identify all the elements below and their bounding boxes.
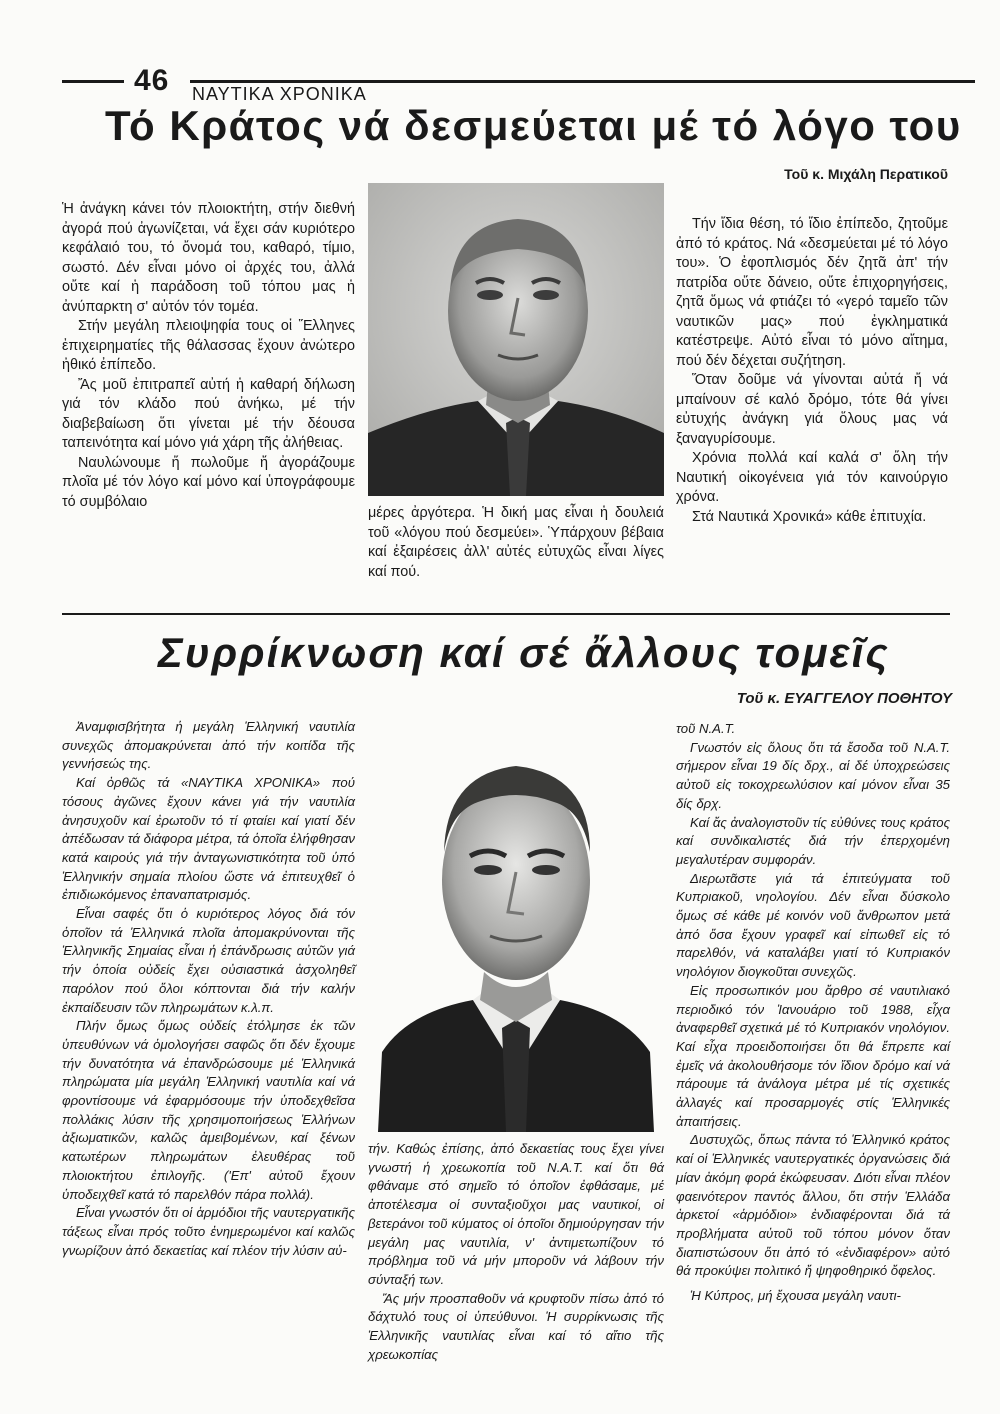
article2-title: Συρρίκνωση καί σέ ἄλλους τομεῖς: [158, 629, 890, 676]
header-rule-left: [62, 80, 124, 83]
article2-paragraph: Ἡ Κύπρος, μή ἔχουσα μεγάλη ναυτι-: [690, 1288, 901, 1304]
article2-column-1: [62, 718, 355, 1373]
article2-paragraph: Καί ὀρθῶς τά «ΝΑΥΤΙΚΑ ΧΡΟΝΙΚΑ» πού τόσους ἀγῶνες ἔχουν κάνει γιά τήν ναυτιλία ἀνησυχοῦν καί ἐρωτοῦν τό τί φταίει καί γιατί δέν ἀπέδωσαν τά διάφορα μέτρα, τά ὁποῖα ἐλήφθησαν κατά καιρούς γιά τήν ἀνταγωνιστικότητα τοῦ ὑπό Ἑλληνικήν σημαία πλοίου ὥστε νά ἐπιτευχθεῖ ὁ ἐπιδιωκόμενος ἐπαναπατρισμός.: [62, 775, 355, 903]
article2-paragraph: τοῦ Ν.Α.Τ.: [676, 721, 736, 736]
article2-paragraph: τήν. Καθώς ἐπίσης, ἀπό δεκαετίας τους ἔχει γίνει γνωστή ἡ χρεωκοπία τοῦ Ν.Α.Τ. καί ὅτι θά φθάναμε στό σημεῖο τό ὁποῖον ἐφθάσαμε, μέ ἀποτέλεσμα οἱ συνταξιοῦχοι μας ναυτικοί, οἱ βετεράνοι τοῦ κύματος οἱ ὁποῖοι δημιούργησαν τήν μεγάλη μας ναυτιλία, ν' ἀντιμετωπίζουν τό πρόβλημα τοῦ νά μήν μποροῦν νά λάβουν τήν σύνταξή των.: [368, 1141, 664, 1287]
article2-column-2: [368, 1140, 664, 1380]
article2-byline: Τοῦ κ. ΕΥΑΓΓΕΛΟΥ ΠΟΘΗΤΟΥ: [736, 690, 952, 707]
article2-paragraph: Εἶναι σαφές ὅτι ὁ κυριότερος λόγος διά τόν ὁποῖον τά Ἑλληνικά πλοῖα ἀπομακρύνονται τῆς Ἑλληνικῆς Σημαίας εἶναι ἡ ἐπάνδρωσις αὐτῶν γιά τήν ὁποία οὐδείς ἔχει οὐσιαστικά ἀσχοληθεῖ παρόλον πού ὅλοι κόπτονται διά τήν καλήν ἐκπαίδευσιν τῶν πληρωμάτων κ.λ.π.: [62, 906, 355, 1015]
article1-paragraph: μέρες ἀργότερα. Ἡ δική μας εἶναι ἡ δουλειά τοῦ «λόγου πού δεσμεύει». Ὑπάρχουν βέβαια καί ἐξαιρέσεις ἀλλ' αὐτές εὐτυχῶς εἶναι λίγες καί πού.: [368, 505, 664, 580]
article2-paragraph: Γνωστόν εἰς ὅλους ὅτι τά ἔσοδα τοῦ Ν.Α.Τ. σήμερον εἶναι 19 δίς δρχ., αἱ δέ ὑποχρεώσεις αὐτοῦ εἰς τοκοχρεωλύσιον καί μόνον εἶναι 35 δίς δρχ.: [676, 739, 950, 811]
article1-paragraph: Ἡ ἀνάγκη κάνει τόν πλοιοκτήτη, στήν διεθνή ἀγορά πού ἀγωνίζεται, νά ἔχει σάν κυριότερο κεφάλαιό του, τό ὄνομά του, καθαρό, τίμιο, σωστό. Δέν εἶναι μόνο οἱ ἀρχές του, ἀλλά οὔτε καί ἡ παράδοση τοῦ τόπου μας ἡ ἀνύπαρκτη σ' αὐτόν τόν τομέα.: [62, 201, 355, 315]
article2-paragraph: Εἶναι γνωστόν ὅτι οἱ ἁρμόδιοι τῆς ναυτεργατικῆς τάξεως εἶναι πρός τοῦτο ἐνημερωμένοι καί καλῶς γνωρίζουν ἀπό δεκαετίας καί πλέον τήν λύσιν αὐ-: [62, 1205, 355, 1258]
header-rule-right: [190, 80, 975, 83]
article1-paragraph: Ὅταν δοῦμε νά γίνονται αὐτά ἤ νά μπαίνουν σέ καλό δρόμο, τότε θά γίνει εὐτυχής ἀνάγκη γιά ὅλους μας νά ξαναγυρίσουμε.: [676, 372, 948, 447]
article1-portrait-photo: [368, 183, 664, 496]
article2-paragraph: Δυστυχῶς, ὅπως πάντα τό Ἑλληνικό κράτος καί οἱ Ἑλληνικές ναυτεργατικές ὀργανώσεις διά μίαν ἀκόμη φορά ἐκώφευσαν. Διότι εἶναι πλέον φαεινότερον παντός ἄλλου, ὅτι στήν Ἑλλάδα ἀρκετοί «ἁρμόδιοι» ἐνδιαφέρονται διά τά προβλήματα αὐτοῦ τοῦ τόπου μόνον ὅταν διαπιστώσουν ὅτι ἀπό τό «ἐνδιαφέρον» αὐτό θά προκύψει πολιτικό ἤ ψηφοθηρικό ὄφελος.: [676, 1132, 950, 1279]
article1-paragraph: Στά Ναυτικά Χρονικά» κάθε ἐπιτυχία.: [692, 508, 927, 525]
article1-byline: Τοῦ κ. Μιχάλη Περατικοῦ: [784, 166, 948, 182]
article1-paragraph: Στήν μεγάλη πλειοψηφία τους οἱ Ἕλληνες ἐπιχειρηματίες τῆς θάλασσας ἔχουν ἀνώτερο ἠθικό ἐπίπεδο.: [62, 318, 355, 373]
article2-paragraph: Ἄς μήν προσπαθοῦν νά κρυφτοῦν πίσω ἀπό τό δάχτυλό τους οἱ ὑπεύθυνοι. Ἡ συρρίκνωσις τῆς Ἑλληνικῆς ναυτιλίας εἶναι καί τό αἴτιο τῆς χρεωκοπίας: [368, 1290, 664, 1362]
article1-paragraph: Ἄς μοῦ ἐπιτραπεῖ αὐτή ἡ καθαρή δήλωση γιά τόν κλάδο πού ἀνήκω, μέ τήν διαβεβαίωση ὅτι γίνεται μέ τήν δέουσα ταπεινότητα καί μόνο γιά χάρη τῆς ἀλήθειας.: [62, 376, 355, 451]
article2-portrait-photo: [368, 722, 664, 1132]
article2-paragraph: Εἰς προσωπικόν μου ἄρθρο σέ ναυτιλιακό περιοδικό τόν Ἰανουάριο τοῦ 1988, εἶχα ἀναφερθεῖ σχετικά μέ τό Κυπριακόν νηολόγιον. Καί εἶχα προειδοποιήσει ὅτι θά ἔπρεπε καί ἐμεῖς νά ἀκολουθήσομε τόν ἴδιον δρόμο καί νά πάρουμε τά ἀνάλογα μέτρα μέ τίς σχετικές ἀλλαγές καί προσαρμογές στίς Ἑλληνικές ἀπαιτήσεις.: [676, 982, 950, 1129]
article1-paragraph: Τήν ἴδια θέση, τό ἴδιο ἐπίπεδο, ζητοῦμε ἀπό τό κράτος. Νά «δεσμεύεται μέ τό λόγο του». Ὁ ἐφοπλισμός δέν ζητᾶ ἀπ' τήν πατρίδα οὔτε δάνειο, οὔτε ἐπιχορηγήσεις, ζητᾶ ὅμως νά φτιάζει τό «γερό ταμεῖο τῶν ναυτικῶν μας» πού ἐγκληματικά κατέστρεψε. Αὐτό εἶναι τό μόνο αἴτημα, πού δέν δέχεται συζήτηση.: [676, 216, 948, 369]
portrait-photo: [368, 183, 664, 496]
article2-paragraph: Καί ἄς ἀναλογιστοῦν τίς εὐθύνες τους κράτος καί συνδικαλιστές διά τήν ἐπερχομένη μεγαλυτέραν συμφοράν.: [676, 814, 950, 867]
article1-column-3: [676, 215, 948, 605]
article1-paragraph: Χρόνια πολλά καί καλά σ' ὅλη τήν Ναυτική οἰκογένεια γιά τόν καινούργιο χρόνα.: [676, 450, 948, 505]
page-number: 46: [134, 64, 170, 97]
article2-paragraph: Πλήν ὅμως ὅμως οὐδείς ἐτόλμησε ἐκ τῶν ὑπευθύνων νά ὁμολογήσει σαφῶς ὅτι δέν ἔχουμε τήν δυνατότητα νά ἐπανδρώσουμε μέ Ἑλληνικά πληρώματα μία μεγάλη Ἑλληνική ναυτιλία καί νά φροντίσουμε νά ἐφαρμόσουμε τήν ὑποδεχθεῖσα πολλάκις λύσιν τῆς χρησιμοποιήσεως Ἑλλήνων ἀξιωματικῶν, καλῶς ἀμειβομένων, καί ξένων κατωτέρων πληρωμάτων ἐλευθέρας τοῦ πλοιοκτήτου ἐπιλογῆς. ('Επ' αὐτοῦ ἔχουν ὑποδειχθεῖ κατά τό παρελθόν πάρα πολλά).: [62, 1018, 355, 1202]
magazine-name: ΝΑΥΤΙΚΑ ΧΡΟΝΙΚΑ: [192, 84, 367, 104]
article1-title: Τό Κράτος νά δεσμεύεται μέ τό λόγο του: [105, 102, 962, 149]
article-divider: [62, 613, 950, 615]
article1-paragraph: Ναυλώνουμε ἤ πωλοῦμε ἤ ἀγοράζουμε πλοῖα μέ τόν λόγο καί μόνο καί ὑπογράφουμε τό συμβόλαιο: [62, 454, 355, 510]
article2-column-3: [676, 720, 950, 1380]
article2-paragraph: Ἀναμφισβήτητα ἡ μεγάλη Ἑλληνική ναυτιλία συνεχῶς ἀπομακρύνεται ἀπό τήν κοιτίδα τῆς γεννήσεώς της.: [62, 719, 355, 772]
article2-paragraph: Διερωτᾶστε γιά τά ἐπιτεύγματα τοῦ Κυπριακοῦ, νηολογίου. Δέν εἶναι δύσκολο ὅμως σέ κάθε μέ κοινόν νοῦ ἄνθρωπον μετά ἀπό ὅσα ἔχουν γραφεῖ καί εἰπωθεῖ εἰς τό παρελθόν, νά καταλάβει γιατί τό Κυπριακόν νηολόγιον διογκοῦται συνεχῶς.: [676, 870, 950, 980]
article1-column-1: [62, 200, 355, 600]
article1-column-2: [368, 504, 664, 604]
portrait-photo: [368, 722, 664, 1132]
